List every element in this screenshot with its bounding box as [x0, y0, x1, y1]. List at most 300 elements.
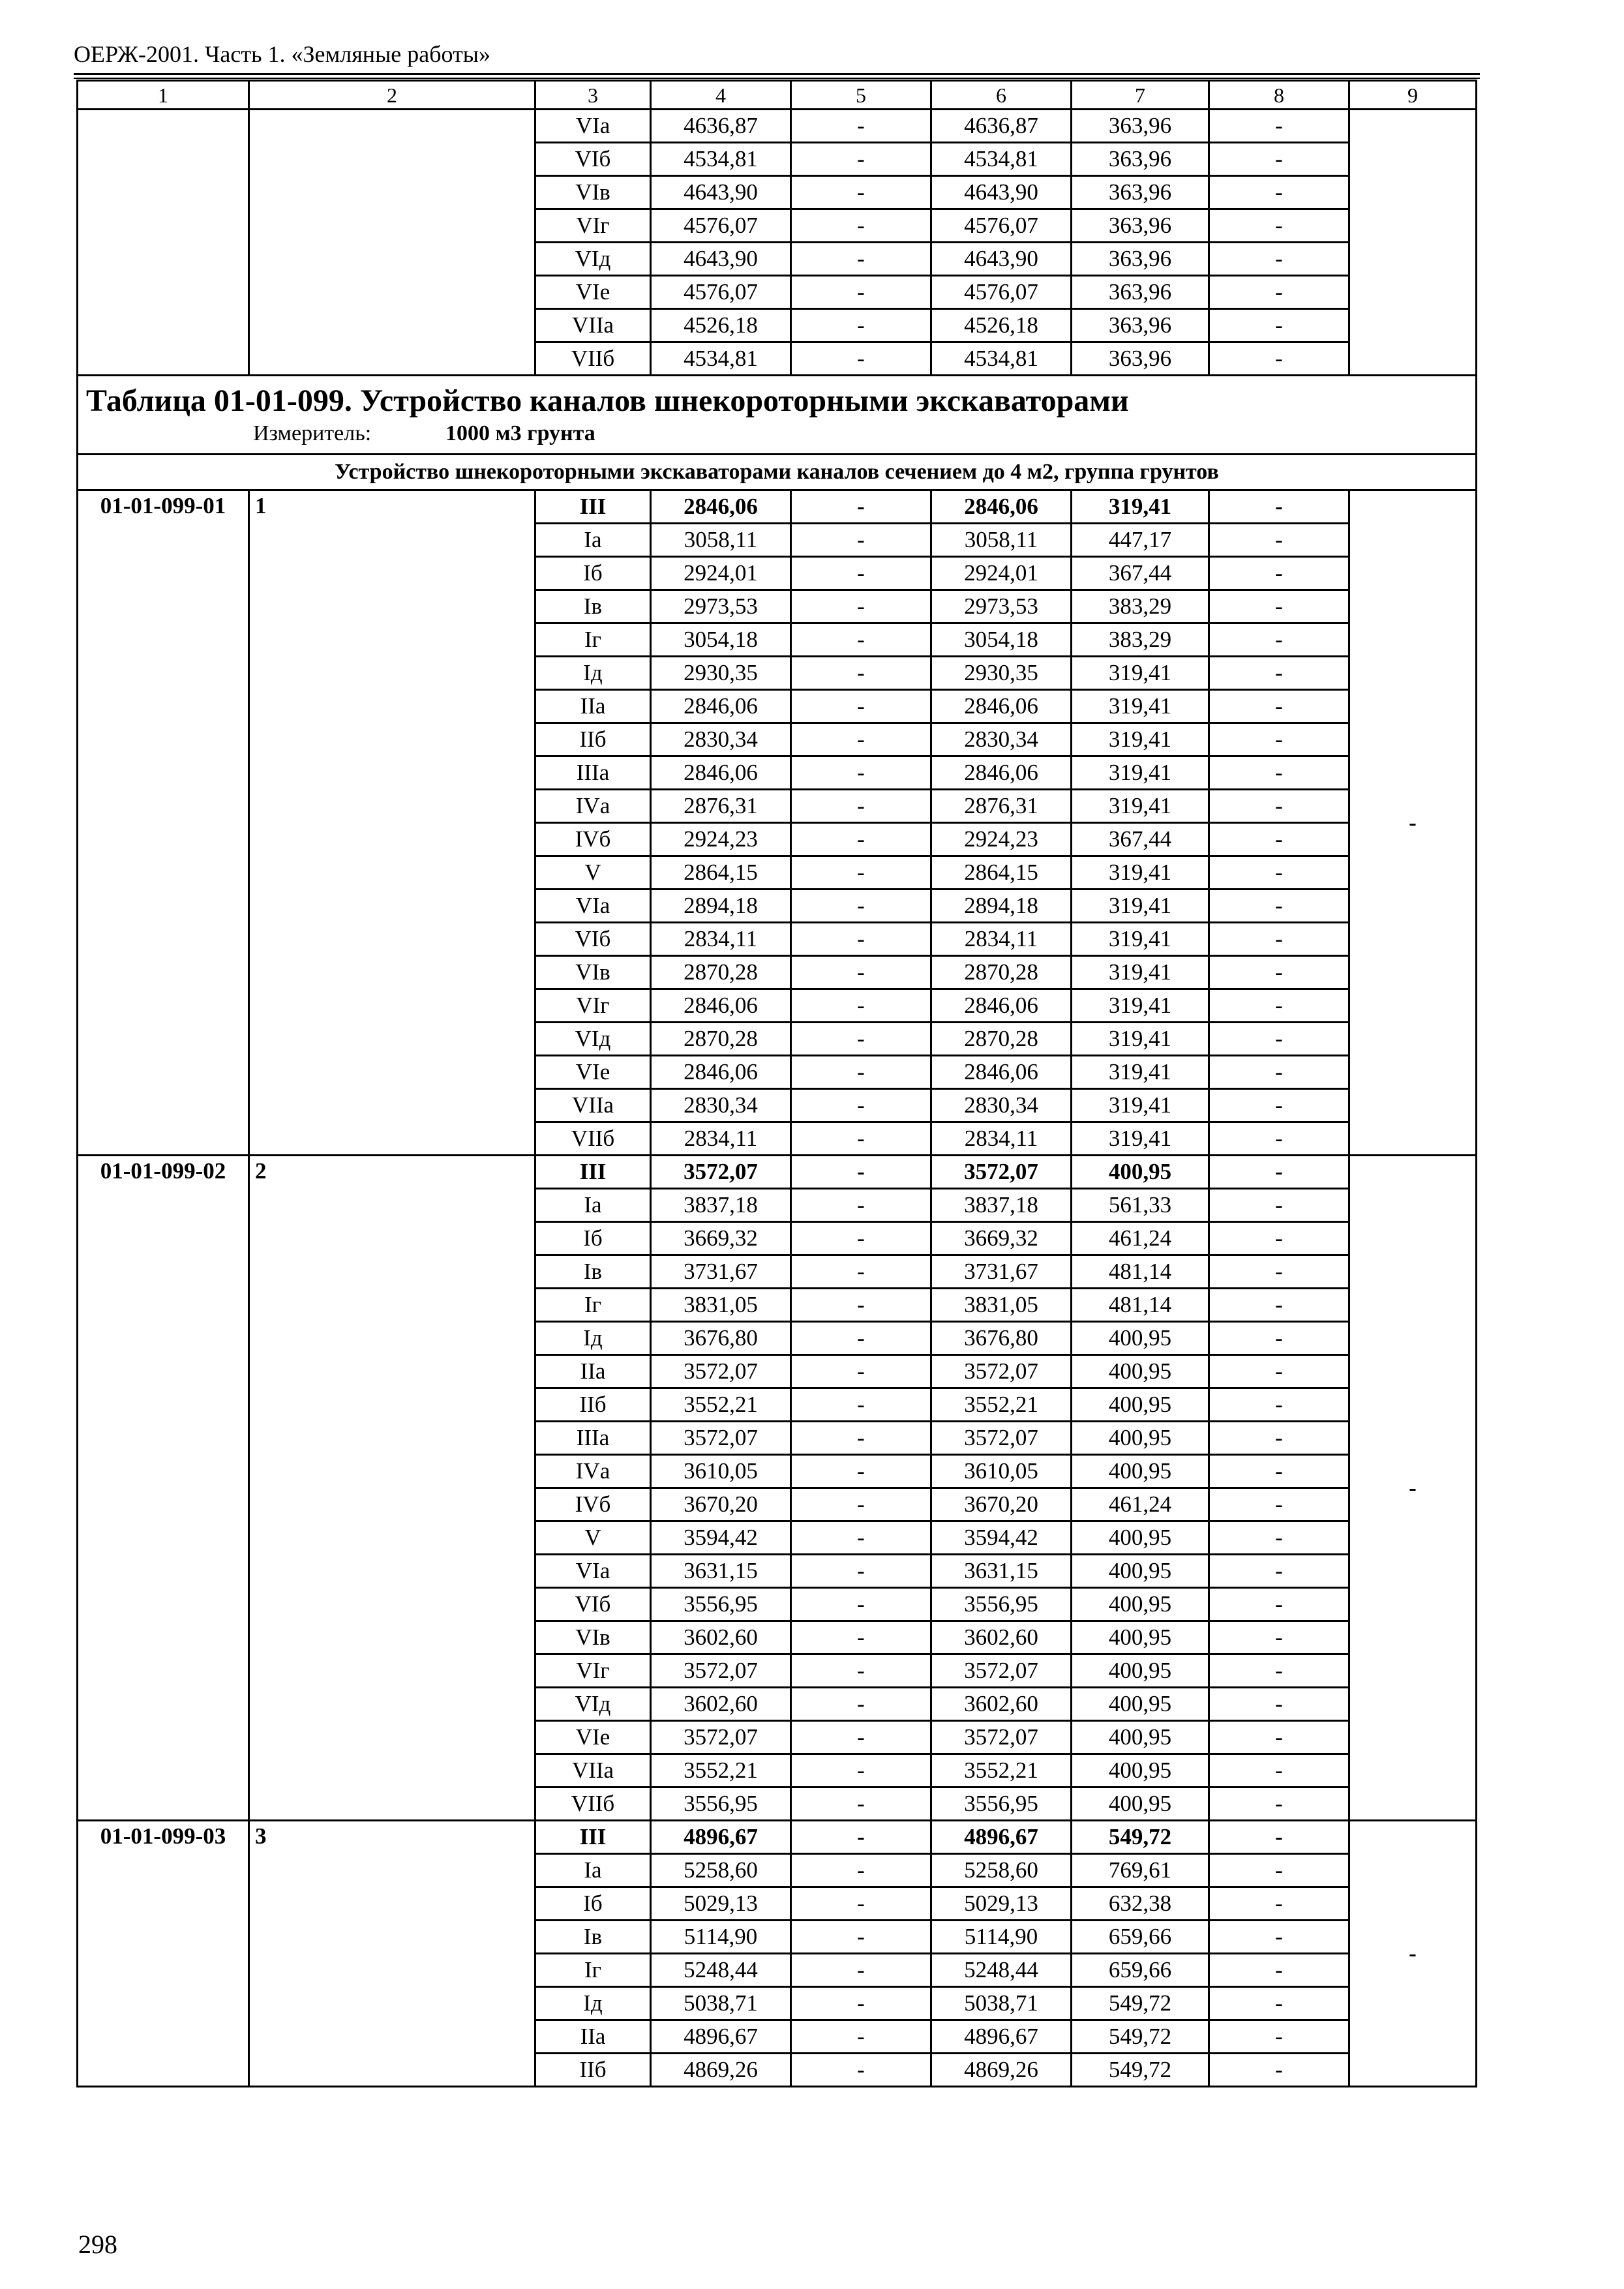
table-cell: VIд: [535, 1688, 651, 1721]
table-cell: 383,29: [1072, 590, 1209, 623]
table-cell: -: [1209, 1222, 1349, 1255]
table-cell: Iг: [535, 623, 651, 657]
table-cell: -: [1349, 490, 1477, 1156]
table-cell: 3731,67: [931, 1255, 1072, 1289]
rate-main-row: [78, 490, 1477, 524]
table-cell: 4576,07: [651, 276, 791, 309]
table-cell: -: [791, 723, 931, 756]
table-cell: 3572,07: [931, 1355, 1072, 1388]
table-cell: 5029,13: [931, 1887, 1072, 1921]
table-cell: 3552,21: [931, 1754, 1072, 1788]
table-cell: IIб: [535, 1388, 651, 1422]
table-cell: -: [791, 1754, 931, 1788]
table-cell: 461,24: [1072, 1222, 1209, 1255]
table-cell: -: [1209, 923, 1349, 956]
table-subtitle-row: [78, 455, 1477, 490]
table-cell: 319,41: [1072, 723, 1209, 756]
table-cell: -: [1209, 856, 1349, 890]
table-cell: 319,41: [1072, 1122, 1209, 1156]
table-cell: 447,17: [1072, 524, 1209, 557]
table-cell: -: [1209, 1388, 1349, 1422]
table-cell: 363,96: [1072, 309, 1209, 342]
continuation-col9-cell: [1349, 110, 1477, 376]
table-cell: -: [791, 1987, 931, 2020]
table-cell: 3631,15: [931, 1555, 1072, 1588]
rate-number: 1: [249, 490, 535, 1156]
table-cell: 769,61: [1072, 1854, 1209, 1887]
table-cell: 3602,60: [931, 1688, 1072, 1721]
table-cell: 2834,11: [651, 923, 791, 956]
table-cell: 4869,26: [651, 2054, 791, 2087]
table-cell: VIг: [535, 1654, 651, 1688]
table-cell: 659,66: [1072, 1921, 1209, 1954]
table-cell: IIа: [535, 1355, 651, 1388]
table-cell: 3594,42: [931, 1521, 1072, 1555]
table-cell: -: [1209, 1788, 1349, 1821]
table-cell: 363,96: [1072, 143, 1209, 176]
table-cell: -: [791, 1521, 931, 1555]
table-cell: -: [1209, 1422, 1349, 1455]
table-cell: 400,95: [1072, 1688, 1209, 1721]
table-cell: 319,41: [1072, 790, 1209, 823]
table-cell: 3556,95: [651, 1788, 791, 1821]
table-cell: V: [535, 1521, 651, 1555]
table-cell: Iд: [535, 657, 651, 690]
table-cell: -: [791, 1089, 931, 1122]
table-cell: 4636,87: [651, 110, 791, 143]
table-cell: 4534,81: [651, 342, 791, 376]
table-cell: -: [791, 342, 931, 376]
table-cell: 5038,71: [651, 1987, 791, 2020]
column-number: 8: [1209, 81, 1349, 110]
table-cell: 2846,06: [931, 756, 1072, 790]
table-cell: 5258,60: [931, 1854, 1072, 1887]
table-cell: 319,41: [1072, 490, 1209, 524]
table-cell: 2830,34: [931, 723, 1072, 756]
table-cell: 4534,81: [931, 143, 1072, 176]
table-cell: 481,14: [1072, 1255, 1209, 1289]
table-cell: 2870,28: [931, 956, 1072, 989]
table-cell: -: [1209, 342, 1349, 376]
table-cell: 400,95: [1072, 1322, 1209, 1355]
table-cell: 2930,35: [651, 657, 791, 690]
table-cell: Iд: [535, 1322, 651, 1355]
table-cell: 3669,32: [651, 1222, 791, 1255]
column-number: 5: [791, 81, 931, 110]
table-cell: 2924,01: [651, 557, 791, 590]
table-cell: Iв: [535, 1255, 651, 1289]
table-cell: 319,41: [1072, 1089, 1209, 1122]
table-cell: -: [791, 1388, 931, 1422]
table-cell: 5029,13: [651, 1887, 791, 1921]
table-cell: 461,24: [1072, 1488, 1209, 1521]
table-cell: VIIб: [535, 1122, 651, 1156]
table-cell: IVа: [535, 1455, 651, 1488]
table-cell: 3831,05: [651, 1289, 791, 1322]
rate-code: 01-01-099-02: [78, 1156, 249, 1821]
table-cell: -: [791, 1289, 931, 1322]
table-cell: 363,96: [1072, 243, 1209, 276]
table-cell: VIе: [535, 1056, 651, 1089]
table-cell: -: [1209, 723, 1349, 756]
table-cell: 3572,07: [651, 1721, 791, 1754]
table-cell: -: [791, 890, 931, 923]
table-cell: 400,95: [1072, 1388, 1209, 1422]
table-cell: VIа: [535, 1555, 651, 1588]
table-cell: -: [1209, 1954, 1349, 1987]
table-cell: VIв: [535, 1621, 651, 1654]
table-cell: 3058,11: [931, 524, 1072, 557]
price-table: [76, 80, 1477, 2087]
table-cell: -: [791, 1555, 931, 1588]
column-number: 6: [931, 81, 1072, 110]
header-rule-thin: [74, 78, 1480, 79]
table-cell: 2876,31: [651, 790, 791, 823]
table-cell: 2846,06: [651, 1056, 791, 1089]
table-cell: -: [791, 309, 931, 342]
table-cell: 319,41: [1072, 657, 1209, 690]
table-cell: 319,41: [1072, 923, 1209, 956]
table-cell: Iа: [535, 1854, 651, 1887]
table-cell: -: [1209, 1056, 1349, 1089]
table-cell: 363,96: [1072, 176, 1209, 209]
table-cell: VIб: [535, 923, 651, 956]
table-cell: IVб: [535, 823, 651, 856]
table-cell: 400,95: [1072, 1754, 1209, 1788]
table-cell: -: [1209, 1688, 1349, 1721]
table-cell: -: [1209, 2020, 1349, 2054]
table-cell: 2846,06: [931, 490, 1072, 524]
table-cell: 3602,60: [931, 1621, 1072, 1654]
table-cell: -: [1209, 1488, 1349, 1521]
table-cell: 2876,31: [931, 790, 1072, 823]
table-cell: 319,41: [1072, 690, 1209, 723]
table-cell: -: [1209, 490, 1349, 524]
table-cell: -: [791, 623, 931, 657]
table-cell: IVа: [535, 790, 651, 823]
table-cell: 2834,11: [931, 923, 1072, 956]
table-cell: -: [1209, 756, 1349, 790]
table-cell: 2894,18: [931, 890, 1072, 923]
table-cell: -: [1209, 1921, 1349, 1954]
table-cell: -: [1209, 1887, 1349, 1921]
table-cell: VIв: [535, 956, 651, 989]
table-cell: -: [1209, 890, 1349, 923]
table-cell: 4896,67: [651, 2020, 791, 2054]
document-header-title: ОЕРЖ-2001. Часть 1. «Земляные работы»: [74, 41, 490, 67]
table-cell: 319,41: [1072, 890, 1209, 923]
table-cell: Iб: [535, 557, 651, 590]
table-cell: 400,95: [1072, 1555, 1209, 1588]
table-cell: 549,72: [1072, 2020, 1209, 2054]
table-cell: 3594,42: [651, 1521, 791, 1555]
table-cell: -: [791, 690, 931, 723]
table-cell: -: [1209, 176, 1349, 209]
table-cell: 383,29: [1072, 623, 1209, 657]
table-cell: Iд: [535, 1987, 651, 2020]
table-cell: 4869,26: [931, 2054, 1072, 2087]
table-cell: Iб: [535, 1222, 651, 1255]
table-cell: -: [791, 1355, 931, 1388]
table-cell: -: [791, 1189, 931, 1222]
table-cell: VIд: [535, 1023, 651, 1056]
table-cell: -: [791, 2020, 931, 2054]
column-number: 9: [1349, 81, 1477, 110]
table-cell: 4534,81: [931, 342, 1072, 376]
table-cell: VIв: [535, 176, 651, 209]
table-cell: 549,72: [1072, 1821, 1209, 1854]
table-cell: 367,44: [1072, 557, 1209, 590]
table-cell: IIIа: [535, 1422, 651, 1455]
table-cell: VIг: [535, 989, 651, 1023]
table-cell: 3670,20: [651, 1488, 791, 1521]
table-cell: VIг: [535, 209, 651, 243]
table-cell: 5248,44: [931, 1954, 1072, 1987]
table-cell: 3572,07: [931, 1156, 1072, 1189]
table-cell: -: [791, 657, 931, 690]
table-cell: -: [1209, 1621, 1349, 1654]
table-cell: -: [791, 1788, 931, 1821]
table-cell: 2870,28: [651, 956, 791, 989]
table-cell: -: [791, 1455, 931, 1488]
table-cell: 3610,05: [651, 1455, 791, 1488]
table-cell: -: [1209, 524, 1349, 557]
table-cell: -: [1209, 1754, 1349, 1788]
table-unit: [78, 419, 1475, 448]
table-cell: 400,95: [1072, 1355, 1209, 1388]
table-cell: 4576,07: [931, 209, 1072, 243]
table-cell: 4643,90: [651, 243, 791, 276]
column-number-row: [78, 81, 1477, 110]
table-cell: 3572,07: [651, 1355, 791, 1388]
table-cell: -: [1209, 557, 1349, 590]
table-cell: 363,96: [1072, 342, 1209, 376]
table-cell: 2830,34: [931, 1089, 1072, 1122]
table-cell: -: [1209, 1455, 1349, 1488]
table-cell: -: [791, 923, 931, 956]
table-cell: -: [791, 823, 931, 856]
table-cell: 549,72: [1072, 2054, 1209, 2087]
table-cell: 3831,05: [931, 1289, 1072, 1322]
table-cell: 3631,15: [651, 1555, 791, 1588]
table-cell: 5114,90: [931, 1921, 1072, 1954]
table-cell: -: [791, 143, 931, 176]
table-cell: -: [791, 243, 931, 276]
table-cell: 2973,53: [931, 590, 1072, 623]
table-cell: Iа: [535, 1189, 651, 1222]
table-cell: 319,41: [1072, 956, 1209, 989]
table-cell: 3676,80: [931, 1322, 1072, 1355]
table-cell: 2846,06: [651, 989, 791, 1023]
table-cell: -: [1349, 1156, 1477, 1821]
table-title: Таблица 01-01-099. Устройство каналов шнекороторными экскаваторами: [86, 383, 1129, 418]
table-cell: 400,95: [1072, 1588, 1209, 1621]
table-cell: 2846,06: [651, 756, 791, 790]
table-cell: 319,41: [1072, 1056, 1209, 1089]
table-cell: 2846,06: [651, 690, 791, 723]
table-cell: -: [791, 524, 931, 557]
table-cell: -: [791, 856, 931, 890]
table-cell: -: [1209, 243, 1349, 276]
table-cell: -: [1209, 1721, 1349, 1754]
table-cell: -: [1209, 1821, 1349, 1854]
table-cell: 2834,11: [931, 1122, 1072, 1156]
table-cell: -: [1209, 1654, 1349, 1688]
table-cell: -: [791, 176, 931, 209]
table-cell: 2973,53: [651, 590, 791, 623]
table-cell: VIе: [535, 1721, 651, 1754]
table-cell: VIб: [535, 1588, 651, 1621]
table-cell: 561,33: [1072, 1189, 1209, 1222]
table-cell: -: [791, 557, 931, 590]
table-cell: IIа: [535, 690, 651, 723]
rate-main-row: [78, 1821, 1477, 1854]
table-cell: -: [791, 1954, 931, 1987]
table-cell: -: [791, 490, 931, 524]
table-cell: -: [1209, 1555, 1349, 1588]
table-cell: -: [1209, 1156, 1349, 1189]
table-cell: 3552,21: [931, 1388, 1072, 1422]
table-cell: -: [791, 1156, 931, 1189]
table-cell: 659,66: [1072, 1954, 1209, 1987]
rate-number: 2: [249, 1156, 535, 1821]
table-cell: Iв: [535, 1921, 651, 1954]
table-cell: 400,95: [1072, 1788, 1209, 1821]
table-cell: -: [1209, 1588, 1349, 1621]
table-cell: -: [791, 1588, 931, 1621]
table-cell: -: [1209, 276, 1349, 309]
table-cell: -: [791, 1255, 931, 1289]
table-cell: 3054,18: [931, 623, 1072, 657]
table-cell: Iв: [535, 590, 651, 623]
table-cell: -: [1209, 790, 1349, 823]
table-cell: -: [1209, 1987, 1349, 2020]
header-rule-thick: [74, 73, 1480, 75]
table-title-cell: [78, 376, 1477, 455]
table-cell: IIIа: [535, 756, 651, 790]
table-cell: 3058,11: [651, 524, 791, 557]
table-cell: 481,14: [1072, 1289, 1209, 1322]
rate-number: 3: [249, 1821, 535, 2087]
table-cell: 4526,18: [931, 309, 1072, 342]
table-cell: -: [1209, 590, 1349, 623]
table-cell: VIIб: [535, 1788, 651, 1821]
table-cell: -: [1209, 1355, 1349, 1388]
table-cell: -: [791, 1887, 931, 1921]
table-cell: -: [1209, 1023, 1349, 1056]
table-cell: IIа: [535, 2020, 651, 2054]
table-cell: 5114,90: [651, 1921, 791, 1954]
table-cell: 363,96: [1072, 276, 1209, 309]
table-cell: 3610,05: [931, 1455, 1072, 1488]
table-cell: -: [1209, 1521, 1349, 1555]
table-cell: -: [791, 2054, 931, 2087]
table-cell: VIIа: [535, 1754, 651, 1788]
table-cell: -: [1209, 110, 1349, 143]
table-cell: 2846,06: [931, 1056, 1072, 1089]
page-number: 298: [78, 2230, 117, 2259]
table-cell: 3676,80: [651, 1322, 791, 1355]
table-cell: 5248,44: [651, 1954, 791, 1987]
table-cell: 3572,07: [651, 1422, 791, 1455]
table-cell: VIб: [535, 143, 651, 176]
table-cell: 2834,11: [651, 1122, 791, 1156]
continuation-code-cell: [78, 110, 249, 376]
column-number: 1: [78, 81, 249, 110]
table-cell: 549,72: [1072, 1987, 1209, 2020]
table-cell: -: [791, 1056, 931, 1089]
table-cell: 2846,06: [931, 989, 1072, 1023]
table-cell: 400,95: [1072, 1654, 1209, 1688]
table-cell: 3572,07: [651, 1654, 791, 1688]
table-cell: -: [791, 276, 931, 309]
table-cell: -: [1209, 1189, 1349, 1222]
table-cell: -: [791, 989, 931, 1023]
table-cell: 400,95: [1072, 1721, 1209, 1754]
table-cell: -: [1209, 956, 1349, 989]
table-cell: 319,41: [1072, 989, 1209, 1023]
table-cell: 2930,35: [931, 657, 1072, 690]
table-cell: 3054,18: [651, 623, 791, 657]
table-cell: -: [791, 1854, 931, 1887]
table-cell: 3572,07: [931, 1654, 1072, 1688]
table-cell: -: [1209, 1289, 1349, 1322]
table-cell: VIIб: [535, 342, 651, 376]
table-cell: 319,41: [1072, 856, 1209, 890]
table-cell: 2924,23: [651, 823, 791, 856]
table-cell: 4643,90: [931, 243, 1072, 276]
table-cell: 5258,60: [651, 1854, 791, 1887]
table-cell: -: [1209, 1255, 1349, 1289]
table-cell: 2870,28: [931, 1023, 1072, 1056]
table-cell: -: [791, 110, 931, 143]
table-cell: 632,38: [1072, 1887, 1209, 1921]
table-cell: 3837,18: [931, 1189, 1072, 1222]
table-cell: III: [535, 490, 651, 524]
table-cell: 2894,18: [651, 890, 791, 923]
table-cell: III: [535, 1821, 651, 1854]
table-cell: VIа: [535, 890, 651, 923]
table-cell: 319,41: [1072, 756, 1209, 790]
rate-code: 01-01-099-01: [78, 490, 249, 1156]
table-cell: -: [791, 1654, 931, 1688]
table-cell: -: [1209, 209, 1349, 243]
table-cell: IIб: [535, 723, 651, 756]
table-cell: 4526,18: [651, 309, 791, 342]
table-cell: IVб: [535, 1488, 651, 1521]
table-cell: -: [1209, 2054, 1349, 2087]
rate-code: 01-01-099-03: [78, 1821, 249, 2087]
table-cell: 400,95: [1072, 1422, 1209, 1455]
table-cell: 3669,32: [931, 1222, 1072, 1255]
table-cell: Iа: [535, 524, 651, 557]
table-cell: 3572,07: [931, 1422, 1072, 1455]
table-cell: -: [1209, 623, 1349, 657]
column-number: 4: [651, 81, 791, 110]
table-cell: -: [1209, 657, 1349, 690]
table-cell: 2864,15: [651, 856, 791, 890]
table-cell: 4534,81: [651, 143, 791, 176]
unit-value: 1000 м3 грунта: [445, 421, 595, 445]
table-cell: 400,95: [1072, 1521, 1209, 1555]
table-cell: 400,95: [1072, 1455, 1209, 1488]
table-cell: III: [535, 1156, 651, 1189]
table-cell: 3731,67: [651, 1255, 791, 1289]
table-cell: 4896,67: [931, 1821, 1072, 1854]
table-cell: 4576,07: [651, 209, 791, 243]
table-cell: -: [791, 1621, 931, 1654]
table-cell: 3572,07: [931, 1721, 1072, 1754]
